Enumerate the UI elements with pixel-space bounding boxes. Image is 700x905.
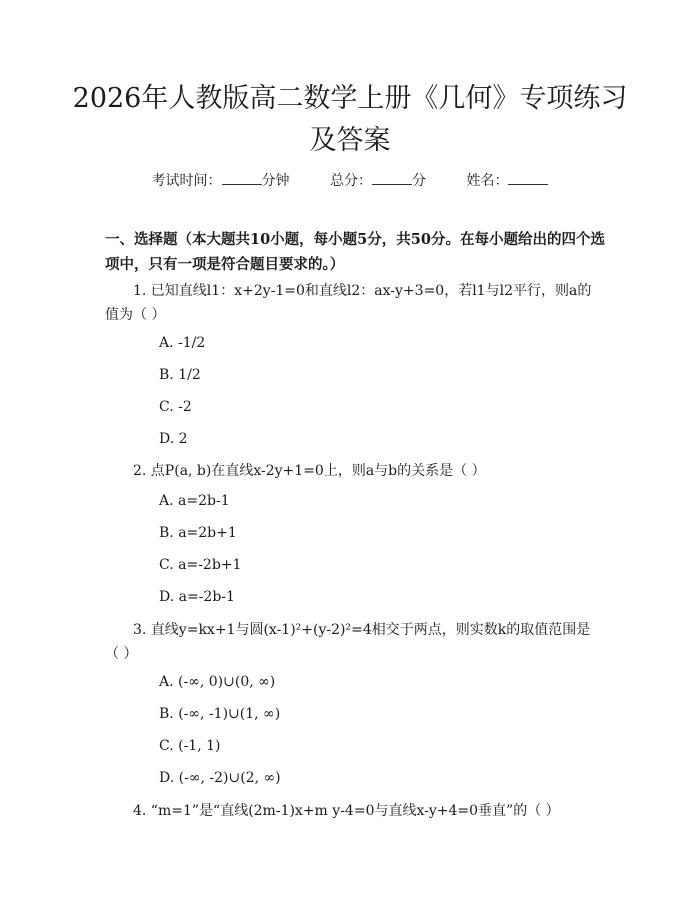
- exam-time: 考试时间： 分钟: [151, 173, 290, 189]
- option: B. 1/2: [159, 367, 201, 383]
- option: A. (-∞, 0)∪(0, ∞): [159, 674, 276, 690]
- section-heading: 一、选择题（本大题共10小题，每小题5分，共50分。在每小题给出的四个选项中，只有一项是符合题目要求的。）: [105, 231, 605, 273]
- option: C. (-1, 1): [159, 738, 221, 754]
- document-title: 2026年人教版高二数学上册《几何》专项练习及答案: [72, 83, 628, 156]
- total-score: 总分： 分: [330, 173, 426, 189]
- question-stem: 3. 直线y=kx+1与圆(x-1)²+(y-2)²=4相交于两点，则实数k的取值范围是（ ）: [105, 622, 591, 662]
- option: D. a=-2b-1: [159, 589, 235, 605]
- name-blank: [508, 172, 548, 185]
- option: C. a=-2b+1: [159, 557, 242, 573]
- option: D. (-∞, -2)∪(2, ∞): [159, 770, 281, 786]
- option: A. -1/2: [159, 335, 206, 351]
- option: D. 2: [159, 431, 188, 447]
- student-name: 姓名：: [466, 173, 548, 189]
- score-blank: [372, 172, 412, 185]
- option: B. (-∞, -1)∪(1, ∞): [159, 706, 281, 722]
- question-stem: 2. 点P(a, b)在直线x-2y+1=0上，则a与b的关系是（ ）: [133, 463, 486, 479]
- option: C. -2: [159, 399, 192, 415]
- question-stem: 4. “m=1”是“直线(2m-1)x+m y-4=0与直线x-y+4=0垂直”的（ ）: [133, 803, 560, 819]
- exam-meta-line: [0, 170, 700, 190]
- option: A. a=2b-1: [159, 493, 230, 509]
- option: B. a=2b+1: [159, 525, 237, 541]
- time-blank: [222, 172, 262, 185]
- question-stem: 1. 已知直线l1：x+2y-1=0和直线l2：ax-y+3=0，若l1与l2平行，则a的值为（ ）: [105, 283, 592, 323]
